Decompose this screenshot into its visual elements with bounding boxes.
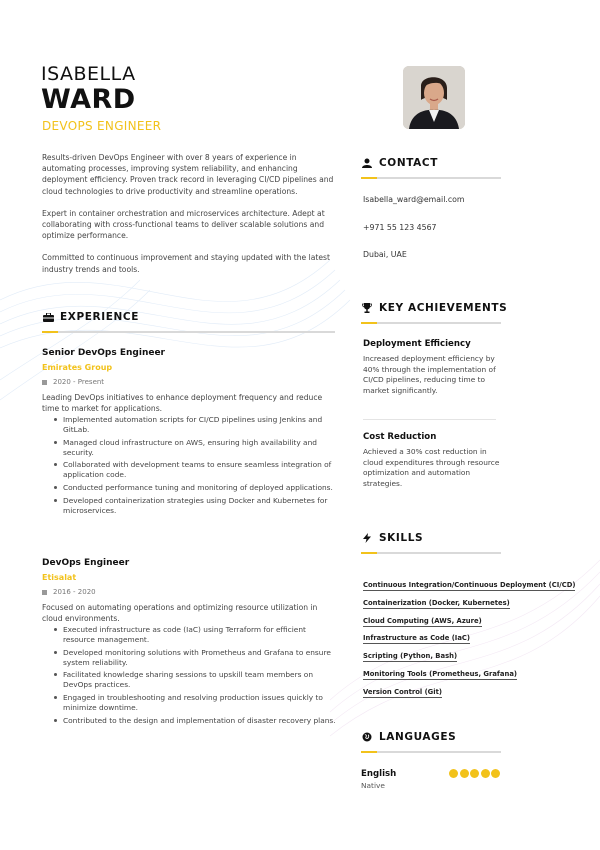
skill-item: Infrastructure as Code (IaC)	[363, 634, 471, 643]
job-dates	[42, 378, 337, 386]
job-company: Emirates Group	[42, 363, 113, 372]
skills-heading	[361, 532, 423, 544]
job-company: Etisalat	[42, 573, 77, 582]
experience-entry	[42, 558, 337, 728]
job-dates-text: 2016 - 2020	[53, 588, 96, 596]
job-bullet: Facilitated knowledge sharing sessions to upskill team members on DevOps practices.	[54, 670, 337, 690]
skill-item: Scripting (Python, Bash)	[363, 652, 458, 661]
contact-heading-label: CONTACT	[379, 157, 438, 169]
rating-dot	[449, 769, 458, 778]
skills-list	[363, 572, 575, 697]
contact-email[interactable]: Isabella_ward@email.com	[363, 195, 465, 204]
achievement-description: Increased deployment efficiency by 40% through the implementation of CI/CD pipelines, reducing time to market significantly.	[363, 354, 496, 395]
languages-heading-label: LANGUAGES	[379, 731, 457, 743]
skills-divider	[361, 552, 501, 554]
job-description: Focused on automating operations and optimizing resource utilization in cloud environments.	[42, 603, 318, 623]
achievements-heading	[361, 302, 507, 314]
job-bullet: Conducted performance tuning and monitoring of deployed applications.	[54, 483, 337, 493]
job-bullet: Developed monitoring solutions with Prometheus and Grafana to ensure system reliability.	[54, 648, 337, 668]
summary-paragraph: Results-driven DevOps Engineer with over 8 years of experience in automating processes, improving system reliability, and enhancing deployment efficiency. Proven track record in leveraging CI/CD pipelines and cloud technologies to drive productivity and streamline operations.	[42, 153, 334, 196]
globe-icon	[361, 732, 373, 742]
job-bullet: Executed infrastructure as code (IaC) using Terraform for efficient resource management.	[54, 625, 337, 645]
skill-item: Version Control (Git)	[363, 687, 442, 696]
calendar-icon	[42, 380, 47, 385]
skills-heading-label: SKILLS	[379, 532, 424, 544]
last-name: WARD	[41, 84, 136, 115]
job-bullet: Managed cloud infrastructure on AWS, ensuring high availability and security.	[54, 438, 337, 458]
achievement-title: Cost Reduction	[363, 432, 437, 442]
summary-paragraph: Expert in container orchestration and microservices architecture. Adept at collaborating with cross-functional teams to deliver scalable solutions and optimize performance.	[42, 208, 325, 241]
achievements-heading-label: KEY ACHIEVEMENTS	[379, 302, 508, 314]
lightning-icon	[361, 533, 373, 543]
job-bullet: Collaborated with development teams to ensure seamless integration of application code.	[54, 460, 337, 480]
experience-entry	[42, 348, 337, 518]
contact-location: Dubai, UAE	[363, 250, 407, 259]
languages-divider	[361, 751, 501, 753]
job-description: Leading DevOps initiatives to enhance deployment frequency and reduce time to market for applications.	[42, 393, 323, 413]
achievement-title: Deployment Efficiency	[363, 339, 471, 349]
contact-phone[interactable]: +971 55 123 4567	[363, 223, 437, 232]
skill-item: Cloud Computing (AWS, Azure)	[363, 616, 482, 625]
job-bullets	[42, 625, 337, 725]
job-title: DEVOPS ENGINEER	[42, 119, 162, 133]
job-role: Senior DevOps Engineer	[42, 348, 165, 358]
skill-item: Continuous Integration/Continuous Deployment (CI/CD)	[363, 581, 576, 589]
rating-dot	[481, 769, 490, 778]
briefcase-icon	[42, 313, 54, 322]
language-level: Native	[361, 781, 385, 790]
experience-divider	[42, 331, 335, 333]
first-name: ISABELLA	[41, 63, 136, 85]
contact-heading	[361, 157, 438, 169]
summary-paragraph: Committed to continuous improvement and staying updated with the latest industry trends and tools.	[42, 253, 330, 274]
professional-summary	[42, 152, 338, 286]
experience-heading	[42, 311, 139, 323]
rating-dot	[470, 769, 479, 778]
achievement-item	[363, 432, 503, 489]
trophy-icon	[361, 303, 373, 313]
person-icon	[361, 158, 373, 168]
calendar-icon	[42, 590, 47, 595]
job-bullet: Contributed to the design and implementation of disaster recovery plans.	[54, 716, 337, 726]
achievement-item	[363, 339, 503, 396]
job-dates-text: 2020 - Present	[53, 378, 105, 386]
job-dates	[42, 588, 337, 596]
skill-item: Containerization (Docker, Kubernetes)	[363, 598, 510, 607]
language-name: English	[361, 769, 397, 779]
profile-photo	[403, 66, 465, 129]
languages-heading	[361, 731, 456, 743]
language-rating	[449, 769, 502, 778]
job-role: DevOps Engineer	[42, 558, 130, 568]
rating-dot	[491, 769, 500, 778]
job-bullets	[42, 415, 337, 515]
rating-dot	[460, 769, 469, 778]
job-bullet: Implemented automation scripts for CI/CD pipelines using Jenkins and GitLab.	[54, 415, 337, 435]
achievements-divider	[361, 322, 501, 324]
contact-divider	[361, 177, 501, 179]
achievement-description: Achieved a 30% cost reduction in cloud expenditures through resource optimization and automation strategies.	[363, 447, 500, 488]
skill-item: Monitoring Tools (Prometheus, Grafana)	[363, 669, 518, 678]
job-bullet: Engaged in troubleshooting and resolving production issues quickly to minimize downtime.	[54, 693, 337, 713]
job-bullet: Developed containerization strategies using Docker and Kubernetes for microservices.	[54, 496, 337, 516]
experience-heading-label: EXPERIENCE	[60, 311, 139, 323]
achievement-separator	[363, 419, 496, 420]
